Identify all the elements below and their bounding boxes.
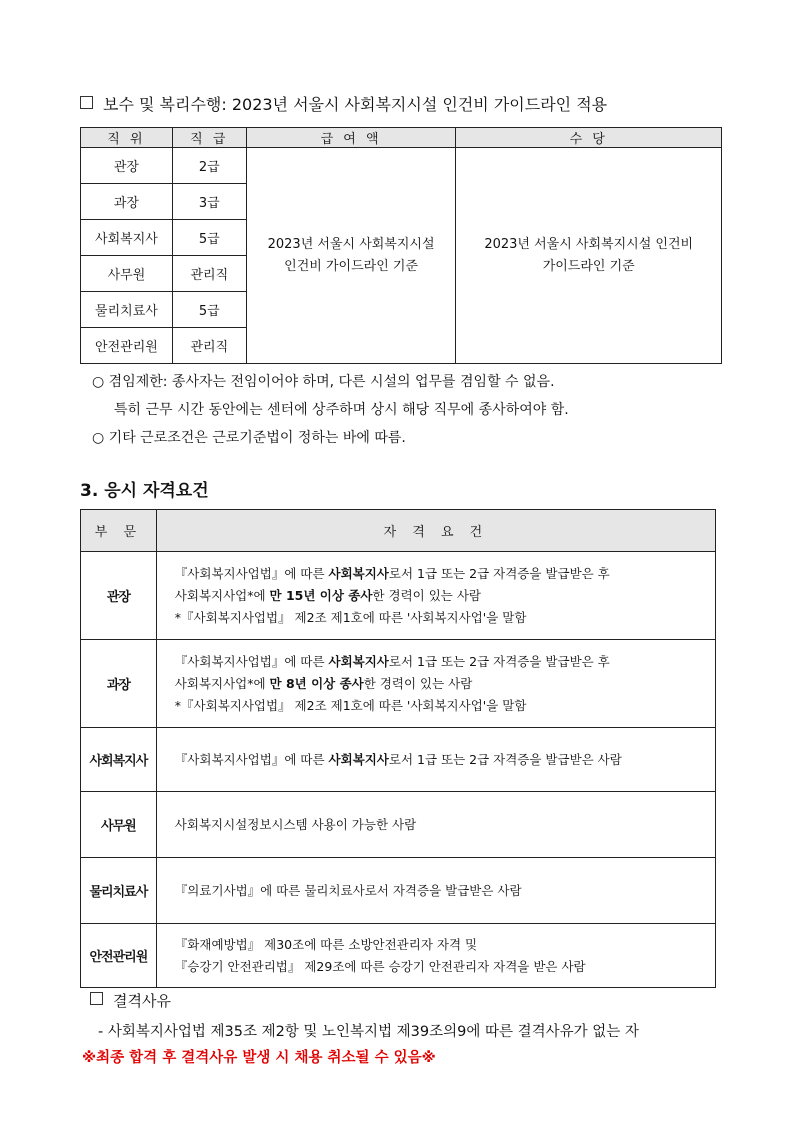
cell-position: 관장 bbox=[81, 148, 173, 184]
category-cell: 안전관리원 bbox=[81, 924, 157, 988]
disqualification-text: - 사회복지사업법 제35조 제2항 및 노인복지법 제39조의9에 따른 결격사유가 없는 자 bbox=[98, 1024, 639, 1040]
note-concurrent-cont: 특히 근무 시간 동안에는 센터에 상주하며 상시 해당 직무에 종사하여야 함. bbox=[114, 402, 569, 418]
category-cell: 물리치료사 bbox=[81, 858, 157, 924]
header-grade: 직 급 bbox=[172, 128, 246, 148]
cell-grade: 관리직 bbox=[172, 328, 246, 364]
header-category: 부 문 bbox=[81, 510, 157, 552]
requirement-cell: 사회복지시설정보시스템 사용이 가능한 사람 bbox=[156, 792, 715, 858]
table-row bbox=[81, 792, 716, 858]
category-cell: 사회복지사 bbox=[81, 728, 157, 792]
requirement-cell: 『의료기사법』에 따른 물리치료사로서 자격증을 발급받은 사람 bbox=[156, 858, 715, 924]
cell-allowance: 2023년 서울시 사회복지시설 인건비 가이드라인 기준 bbox=[456, 148, 722, 364]
cell-position: 사회복지사 bbox=[81, 220, 173, 256]
cell-grade: 관리직 bbox=[172, 256, 246, 292]
cell-position: 사무원 bbox=[81, 256, 173, 292]
cell-grade: 5급 bbox=[172, 292, 246, 328]
work-notes bbox=[92, 368, 569, 452]
cell-salary: 2023년 서울시 사회복지시설 인건비 가이드라인 기준 bbox=[246, 148, 456, 364]
disqualification-title: 결격사유 bbox=[90, 990, 171, 1011]
cell-grade: 2급 bbox=[172, 148, 246, 184]
note-concurrent: ○ 겸임제한: 종사자는 전임이어야 하며, 다른 시설의 업무를 겸임할 수 없음. bbox=[92, 374, 555, 390]
cell-position: 과장 bbox=[81, 184, 173, 220]
requirement-cell: 『사회복지사업법』에 따른 사회복지사로서 1급 또는 2급 자격증을 발급받은 후 사회복지사업*에 만 8년 이상 종사한 경력이 있는 사람 *『사회복지사업법』 제2조 제1호에 따른 '사회복지사업'을 말함 bbox=[156, 640, 715, 728]
requirement-cell: 『사회복지사업법』에 따른 사회복지사로서 1급 또는 2급 자격증을 발급받은 후 사회복지사업*에 만 15년 이상 종사한 경력이 있는 사람 *『사회복지사업법』 제2조 제1호에 따른 '사회복지사업'을 말함 bbox=[156, 552, 715, 640]
disqualification-warning: ※최종 합격 후 결격사유 발생 시 채용 취소될 수 있음※ bbox=[82, 1050, 436, 1066]
cell-grade: 3급 bbox=[172, 184, 246, 220]
table-row bbox=[81, 924, 716, 988]
header-salary: 급 여 액 bbox=[246, 128, 456, 148]
requirement-cell: 『사회복지사업법』에 따른 사회복지사로서 1급 또는 2급 자격증을 발급받은 사람 bbox=[156, 728, 715, 792]
table-row bbox=[81, 858, 716, 924]
header-allowance: 수 당 bbox=[456, 128, 722, 148]
cell-position: 안전관리원 bbox=[81, 328, 173, 364]
qualification-table bbox=[80, 509, 716, 988]
category-cell: 사무원 bbox=[81, 792, 157, 858]
salary-heading: 보수 및 복리수행: 2023년 서울시 사회복지시설 인건비 가이드라인 적용 bbox=[80, 92, 607, 115]
section-title: 3. 응시 자격요건 bbox=[80, 481, 209, 501]
table-row bbox=[81, 728, 716, 792]
cell-position: 물리치료사 bbox=[81, 292, 173, 328]
salary-table bbox=[80, 127, 722, 364]
table-row bbox=[81, 148, 722, 184]
header-requirements: 자 격 요 건 bbox=[156, 510, 715, 552]
category-cell: 과장 bbox=[81, 640, 157, 728]
checkbox-square-icon bbox=[80, 96, 93, 109]
category-cell: 관장 bbox=[81, 552, 157, 640]
note-other: ○ 기타 근로조건은 근로기준법이 정하는 바에 따름. bbox=[92, 430, 406, 446]
table-row bbox=[81, 552, 716, 640]
header-position: 직 위 bbox=[81, 128, 173, 148]
requirement-cell: 『화재예방법』 제30조에 따른 소방안전관리자 자격 및 『승강기 안전관리법』 제29조에 따른 승강기 안전관리자 자격을 받은 사람 bbox=[156, 924, 715, 988]
checkbox-square-icon bbox=[90, 992, 103, 1005]
cell-grade: 5급 bbox=[172, 220, 246, 256]
table-row bbox=[81, 640, 716, 728]
